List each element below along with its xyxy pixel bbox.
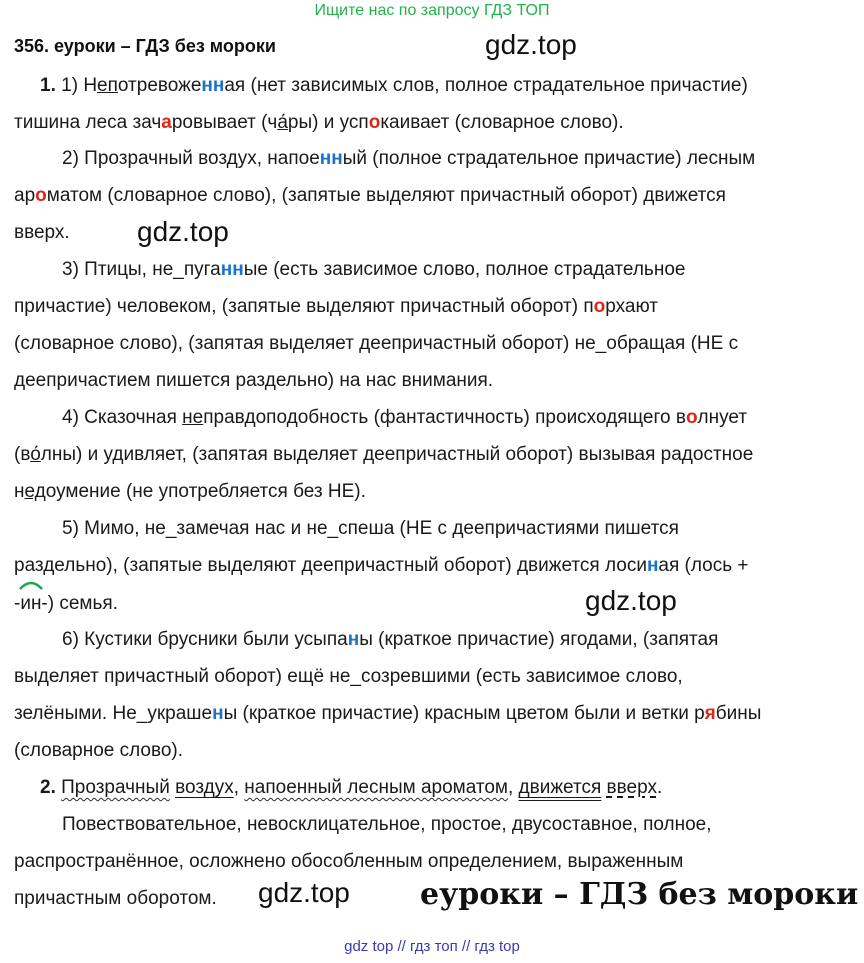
text-line bbox=[14, 480, 366, 504]
text-line bbox=[14, 554, 749, 578]
text-line bbox=[62, 406, 747, 430]
text-span: 1) Н bbox=[61, 75, 98, 96]
text-span: ая (нет зависимых слов, полное страдательное причастие) bbox=[224, 75, 748, 96]
text-span: оумение (не употребляется без НЕ). bbox=[45, 481, 366, 502]
text-span: 4) Сказочная bbox=[62, 407, 183, 428]
vowel-highlight: о bbox=[593, 296, 606, 317]
vowel-highlight: я bbox=[704, 703, 716, 724]
adverbial-underline: вверх bbox=[606, 777, 657, 798]
text-span: , bbox=[507, 777, 519, 798]
text-span: 2) Прозрачный воздух, напое bbox=[62, 148, 320, 169]
suffix-arc-icon bbox=[18, 577, 44, 591]
text-span: н bbox=[14, 481, 25, 502]
text-line: причастным оборотом. bbox=[14, 888, 217, 909]
text-line: (словарное слово), (запятая выделяет деепричастный оборот) не_обращая (НЕ с bbox=[14, 333, 739, 354]
exercise-heading: 356. еуроки – ГДЗ без мороки bbox=[14, 36, 276, 56]
text-line bbox=[14, 443, 753, 467]
text-line: вверх. bbox=[14, 222, 70, 243]
text-span: раздельно), (запятые выделяют деепричастный оборот) движется лоси bbox=[14, 555, 647, 576]
nn-highlight: нн bbox=[220, 259, 244, 280]
text-span: ры) и усп bbox=[287, 112, 369, 133]
watermark: gdz.top bbox=[137, 216, 229, 247]
text-line bbox=[14, 184, 726, 208]
n-highlight: н bbox=[212, 703, 224, 724]
brand-logo-text: еуроки – ГДЗ без мороки bbox=[420, 877, 859, 912]
text-span: ар bbox=[14, 185, 36, 206]
text-span: правдоподобность (фантастичность) происходящего в bbox=[203, 407, 686, 428]
text-span: , bbox=[233, 777, 245, 798]
prefix-highlight: не bbox=[182, 407, 204, 428]
text-span: матом (словарное слово), (запятые выделяют причастный оборот) движется bbox=[46, 185, 726, 206]
text-line bbox=[62, 147, 755, 171]
task-number: 2. bbox=[40, 777, 56, 798]
text-line: выделяет причастный оборот) ещё не_созревшими (есть зависимое слово, bbox=[14, 666, 683, 687]
text-span: бины bbox=[715, 703, 762, 724]
text-span: лнует bbox=[697, 407, 748, 428]
search-banner: Ищите нас по запросу ГДЗ ТОП bbox=[314, 2, 550, 19]
check-vowel: о́ bbox=[30, 444, 41, 465]
n-highlight: н bbox=[347, 629, 360, 650]
text-span: ый (полное страдательное причастие) лесным bbox=[342, 148, 756, 169]
text-line: -ин-) семья. bbox=[14, 593, 118, 614]
text-span: рхают bbox=[605, 296, 658, 317]
text-line bbox=[14, 702, 761, 726]
text-line bbox=[14, 111, 624, 135]
text-line: 5) Мимо, не_замечая нас и не_спеша (НЕ с деепричастиями пишется bbox=[62, 518, 679, 539]
task-number: 1. bbox=[40, 75, 56, 96]
n-highlight: н bbox=[646, 555, 659, 576]
participle-phrase-underline: напоенный лесным ароматом bbox=[244, 777, 508, 798]
text-span: ы (краткое причастие) ягодами, (запятая bbox=[359, 629, 719, 650]
text-line bbox=[62, 628, 718, 652]
text-span: зелёными. Не_украше bbox=[14, 703, 213, 724]
check-vowel: а́ bbox=[277, 112, 288, 133]
prefix-highlight: еп bbox=[97, 75, 118, 96]
text-line bbox=[14, 295, 658, 319]
text-line bbox=[40, 776, 662, 800]
nn-highlight: нн bbox=[319, 148, 343, 169]
vowel-highlight: о bbox=[35, 185, 47, 206]
text-span: причастие) человеком, (запятые выделяют причастный оборот) п bbox=[14, 296, 594, 317]
subject-underline: воздух bbox=[175, 777, 234, 798]
text-line: деепричастием пишется раздельно) на нас внимания. bbox=[14, 370, 494, 391]
attribute-underline: Прозрачный bbox=[61, 777, 170, 798]
watermark: gdz.top bbox=[485, 29, 577, 60]
text-span: 3) Птицы, не_пуга bbox=[62, 259, 221, 280]
text-span: лны) и удивляет, (запятая выделяет деепричастный оборот) вызывая радостное bbox=[40, 444, 754, 465]
text-span: ровывает (ч bbox=[171, 112, 278, 133]
text-span: ые (есть зависимое слово, полное страдательное bbox=[243, 259, 686, 280]
text-span: ая (лось + bbox=[658, 555, 749, 576]
predicate-underline: движется bbox=[518, 777, 602, 798]
text-line: распространённое, осложнено обособленным определением, выраженным bbox=[14, 851, 684, 872]
watermark: gdz.top bbox=[258, 877, 350, 908]
text-span: (в bbox=[14, 444, 31, 465]
text-span: каивает (словарное слово). bbox=[380, 112, 624, 133]
text-line bbox=[40, 74, 850, 98]
watermark: gdz.top bbox=[585, 585, 677, 616]
footer-links: gdz top // гдз топ // гдз top bbox=[344, 938, 520, 955]
text-span: 6) Кустики брусники были усыпа bbox=[62, 629, 348, 650]
prefix-highlight: ед bbox=[24, 481, 46, 502]
nn-highlight: нн bbox=[201, 75, 225, 96]
text-line bbox=[62, 258, 685, 282]
text-span: ы (краткое причастие) красным цветом были и ветки р bbox=[223, 703, 705, 724]
text-span: . bbox=[656, 777, 663, 798]
vowel-highlight: о bbox=[368, 112, 381, 133]
vowel-highlight: а bbox=[161, 112, 172, 133]
text-line: Повествовательное, невосклицательное, простое, двусоставное, полное, bbox=[62, 814, 712, 835]
vowel-highlight: о bbox=[685, 407, 698, 428]
text-line: (словарное слово). bbox=[14, 740, 184, 761]
text-span: отревоже bbox=[117, 75, 202, 96]
text-span: тишина леса зач bbox=[14, 112, 162, 133]
